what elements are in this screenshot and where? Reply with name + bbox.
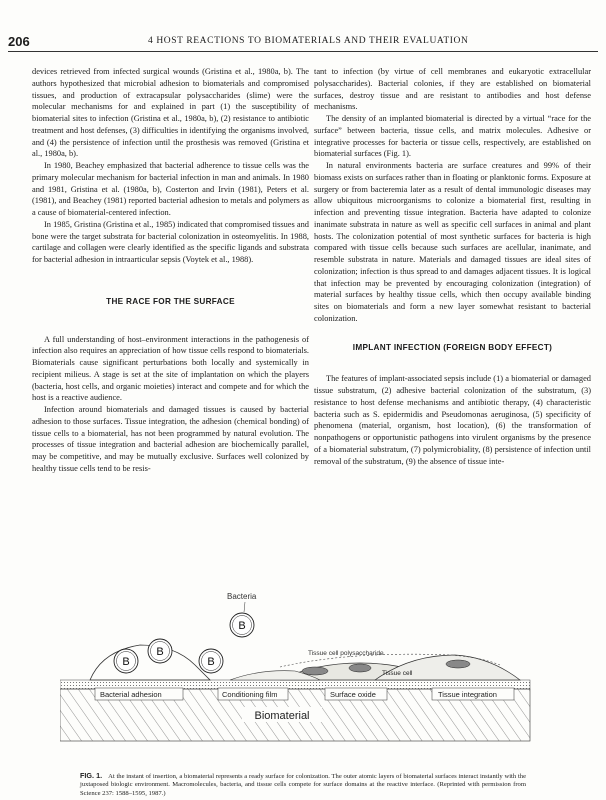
caption-label: FIG. 1. <box>80 771 103 780</box>
figure-diagram <box>60 585 550 743</box>
header-rule <box>8 51 598 52</box>
paragraph: In natural environments bacteria are surface creatures and 99% of their biomass exists on surfaces rather than in floating or planktonic forms. Exposure at surgery or from bacteremia later as a result of dental immunologic diseases may allow ubiquitous microorganisms to colonize a biomaterial first, resulting in infection and preventing tissue integration. Bacteria have adapted to colonize inanimate substrata in nature as well as specific cell surfaces in animal and plant hosts. The colonization potential of most synthetic surfaces for bacteria is high compared with tissue cells because such surfaces are acellular, inanimate, and resemble substrata in nature. Materials and damaged tissues are ideal sites of colonization; infection is thus spread to and damages adjacent tissues. It is logical that infection may be prevented by encouraging colonization (integration) of material surfaces by healthy tissue cells, which then occupy available binding sites on biomaterials and form a new layer somewhat resistant to bacterial colonization. <box>314 161 591 323</box>
page-number: 206 <box>8 34 30 49</box>
caption-text: At the instant of insertion, a biomaterial represents a ready surface for colonization. The outer atomic layers of biomaterial surfaces interact instantly with the juxtaposed biologic environment. Macromolecules, bacteria, and tissue cells compete for surface domains at the reactive interface. (Reprinted with permission from Science 237: 1588–1595, 1987.) <box>80 773 527 797</box>
paragraph: In 1980, Beachey emphasized that bacterial adherence to tissue cells was the primary molecular mechanism for bacterial infection in man and animals. In 1980 and 1981, Gristina et al. (1980a, b), Costerton and Irvin (1981), Peters et al. (1981), and Beachey (1981) reported bacterial adhesion to metals and polymers as a cause of biomaterial-centered infection. <box>32 161 309 217</box>
label-tissue-integration: Tissue integration <box>438 690 497 699</box>
bacterium-label: B <box>207 656 215 668</box>
bacterium <box>114 649 138 673</box>
bacterium-label: B <box>122 656 130 668</box>
label-bacteria: Bacteria <box>227 592 257 601</box>
paragraph: The density of an implanted biomaterial is directed by a virtual “race for the surface” between bacteria, tissue cells, and matrix molecules. Adhesive or integrative processes for bacteria or tissue cells, respectively, are established on biomaterial surfaces (Fig. 1). <box>314 114 591 159</box>
section-heading: THE RACE FOR THE SURFACE <box>106 296 235 306</box>
bacterium-label: B <box>156 646 164 658</box>
label-tissue-cell: Tissue cell <box>382 670 413 677</box>
paragraph: In 1985, Gristina (Gristina et al., 1985) indicated that compromised tissues and bone were the target substrata for bacterial colonization in osteomyelitis. In 1988, cartilage and collagen were clearly identified as the specific ligands and substrata for bacterial adhesion in intraarticular sepsis (Voytek et al., 1988). <box>32 219 309 264</box>
bacterium-label: B <box>238 620 246 632</box>
figure-caption <box>80 772 526 798</box>
bacterium <box>148 639 172 663</box>
bacterium <box>199 649 223 673</box>
nucleus <box>349 664 371 672</box>
nucleus <box>446 660 470 668</box>
label-bacterial-adhesion: Bacterial adhesion <box>100 690 162 699</box>
figure-1 <box>60 585 550 743</box>
paragraph: Infection around biomaterials and damaged tissues is caused by bacterial adhesion to those surfaces. Tissue integration, the adhesion (chemical bonding) of tissue cells to a biomaterial, has not been programmed by natural evolution. The processes of tissue integration and bacterial adhesion are biochemically parallel, may be competitive, and may be mutually exclusive. Surfaces well colonized by healthy tissue cells tend to be resis- <box>32 405 309 473</box>
nucleus <box>302 667 328 675</box>
label-conditioning-film: Conditioning film <box>222 690 278 699</box>
paragraph: The features of implant-associated sepsis include (1) a biomaterial or damaged tissue substratum, (2) adhesive bacterial colonization of the substratum, (3) resistance to host defense mechanisms and antibiotic therapy, (4) characteristic bacteria such as S. epidermidis and Pseudomonas aeruginosa, (5) specificity of phenomena (material, organism, host location), (6) the transformation of nonpathogens or opportunistic pathogens into virulent organisms by the presence of a biomaterial substratum, (7) polymicrobiality, (8) persistence of infection until removal of the substratum, (9) the absence of tissue inte- <box>314 374 591 466</box>
right-column <box>314 66 591 467</box>
left-column <box>32 66 309 475</box>
paragraph: devices retrieved from infected surgical wounds (Gristina et al., 1980a, b). The authors hypothesized that microbial adhesion to biomaterials and compromised tissues, and production of extracapsular polysaccharides (slime) were the molecular mechanisms for and explained in part (1) the susceptibility of biomaterial sites to infection (Gristina et al., 1980a, b), (2) resistance to antibiotic treatment and host defenses, (3) difficulties in identifying the organisms involved, and (4) the persistence of infection until the prosthesis was removed (Gristina et al., 1980a, b). <box>32 67 309 159</box>
paragraph: A full understanding of host–environment interactions in the pathogenesis of infection also requires an appreciation of how tissue cells respond to biomaterials. Biomaterials cause significant perturbations both locally and systemically in recipient milieus. A stage is set at the site of implantation on which the players (bacteria, host cells, and organic moieties) interact and compete and for which the host is a reactive audience. <box>32 334 309 403</box>
label-polysaccharide: Tissue cell polysaccharide <box>308 650 384 657</box>
running-title: 4 HOST REACTIONS TO BIOMATERIALS AND THEIR EVALUATION <box>148 36 469 46</box>
paragraph: tant to infection (by virtue of cell membranes and eukaryotic extracellular polysaccharides). Bacterial colonies, if they are established on biomaterial surfaces, destroy tissue and are resistant to antibodies and host defense mechanisms. <box>314 67 591 112</box>
surface-oxide-layer <box>60 680 530 689</box>
bacterium <box>230 613 254 637</box>
section-heading: IMPLANT INFECTION (FOREIGN BODY EFFECT) <box>352 342 553 352</box>
page-header <box>8 34 598 50</box>
label-surface-oxide: Surface oxide <box>330 690 376 699</box>
label-biomaterial: Biomaterial <box>254 710 310 722</box>
